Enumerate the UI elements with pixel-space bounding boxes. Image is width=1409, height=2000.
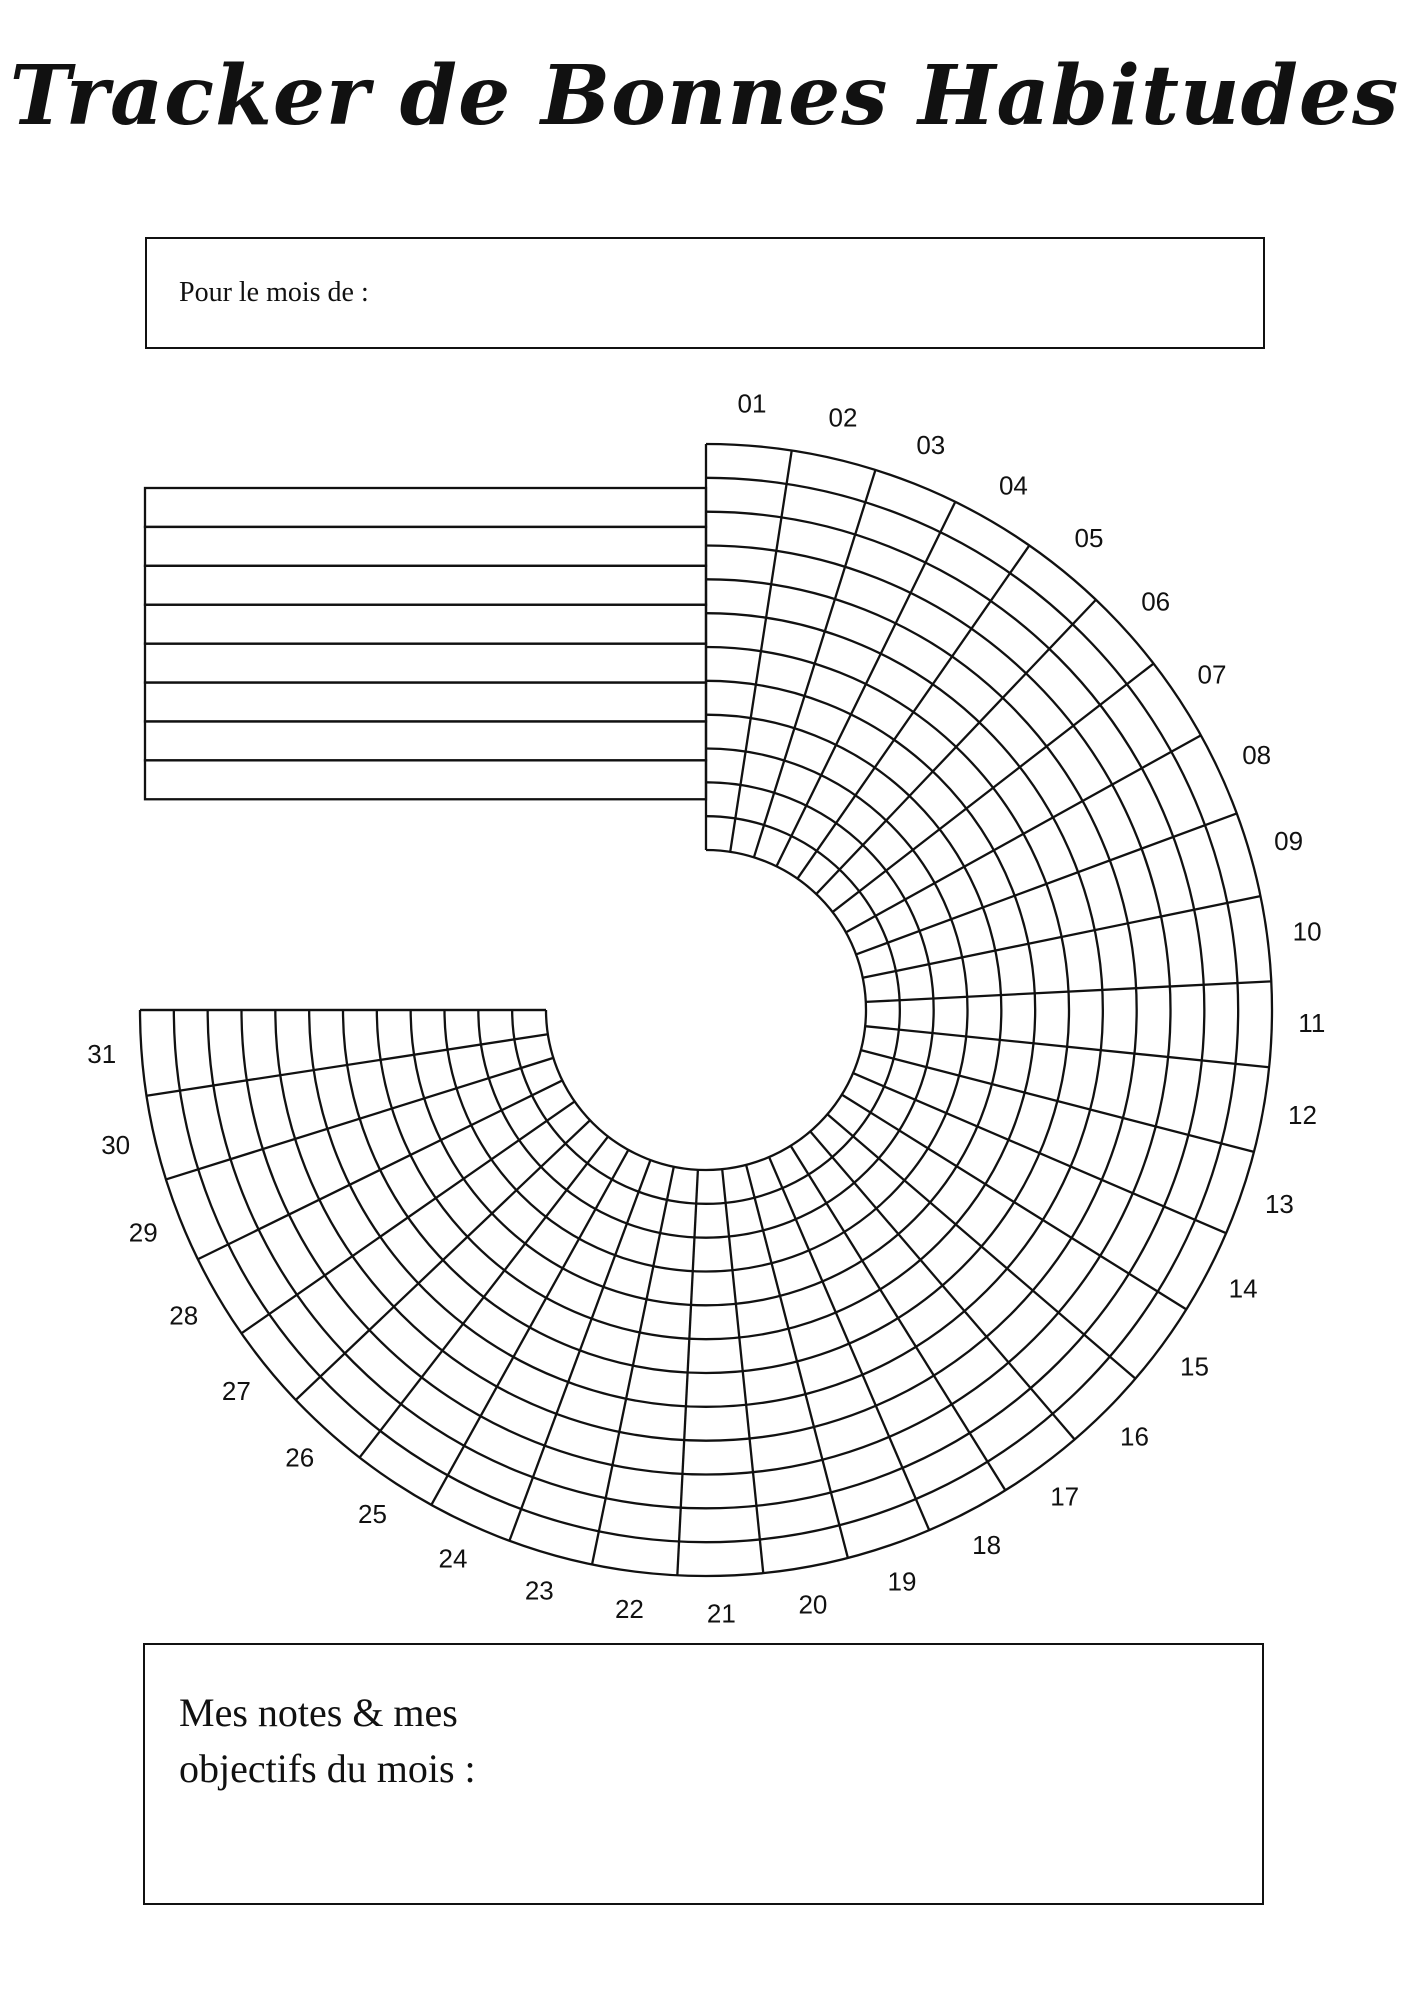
day-label: 23 <box>524 1575 554 1606</box>
day-label: 22 <box>614 1594 644 1625</box>
tracker-day-divider <box>865 1026 1269 1067</box>
habit-name-field[interactable] <box>145 488 706 527</box>
day-label: 13 <box>1264 1188 1294 1219</box>
day-label: 29 <box>128 1217 158 1248</box>
day-label: 02 <box>828 402 858 433</box>
day-label: 07 <box>1197 659 1227 690</box>
tracker-day-divider <box>509 1160 650 1541</box>
day-label: 09 <box>1274 826 1304 857</box>
day-label: 08 <box>1242 739 1272 770</box>
day-label: 11 <box>1298 1008 1326 1039</box>
day-label: 19 <box>887 1566 917 1597</box>
page-title: Tracker de Bonnes Habitudes <box>9 48 1400 144</box>
day-label: 18 <box>972 1530 1002 1561</box>
day-label: 14 <box>1228 1273 1258 1304</box>
tracker-day-divider <box>730 451 791 852</box>
tracker-day-divider <box>754 470 876 857</box>
day-label: 30 <box>101 1129 131 1160</box>
day-label: 17 <box>1050 1481 1080 1512</box>
tracker-day-divider <box>147 1034 548 1095</box>
habit-name-field[interactable] <box>145 566 706 605</box>
month-label: Pour le mois de : <box>179 277 369 308</box>
tracker-day-divider <box>810 1131 1074 1439</box>
day-label: 01 <box>737 388 767 419</box>
habit-name-field[interactable] <box>145 760 706 799</box>
day-label: 12 <box>1288 1099 1317 1130</box>
habit-name-field[interactable] <box>145 721 706 760</box>
day-label: 27 <box>221 1375 251 1406</box>
day-label: 10 <box>1292 916 1322 947</box>
day-label: 06 <box>1141 586 1171 617</box>
tracker-day-divider <box>827 1114 1135 1378</box>
habit-name-field[interactable] <box>145 527 706 566</box>
habit-name-field[interactable] <box>145 683 706 722</box>
day-label: 04 <box>998 470 1028 501</box>
tracker-day-divider <box>166 1058 553 1180</box>
day-label: 03 <box>916 430 946 461</box>
notes-label: Mes notes & mes objectifs du mois : <box>179 1690 476 1791</box>
day-label: 15 <box>1179 1351 1209 1382</box>
habit-name-field[interactable] <box>145 644 706 683</box>
day-label: 24 <box>438 1543 468 1574</box>
day-label: 26 <box>285 1442 315 1473</box>
tracker-ring <box>546 850 866 1170</box>
day-label: 16 <box>1120 1421 1149 1452</box>
day-label: 05 <box>1074 523 1104 554</box>
day-label: 25 <box>358 1498 387 1529</box>
day-label: 20 <box>798 1589 828 1620</box>
day-label: 21 <box>706 1598 736 1629</box>
habit-name-field[interactable] <box>145 605 706 644</box>
tracker-day-divider <box>722 1169 763 1573</box>
notes-box[interactable] <box>143 1643 1264 1905</box>
day-label: 31 <box>87 1038 117 1069</box>
tracker-ring <box>512 816 900 1204</box>
tracker-day-divider <box>856 813 1237 954</box>
day-label: 28 <box>169 1300 199 1331</box>
